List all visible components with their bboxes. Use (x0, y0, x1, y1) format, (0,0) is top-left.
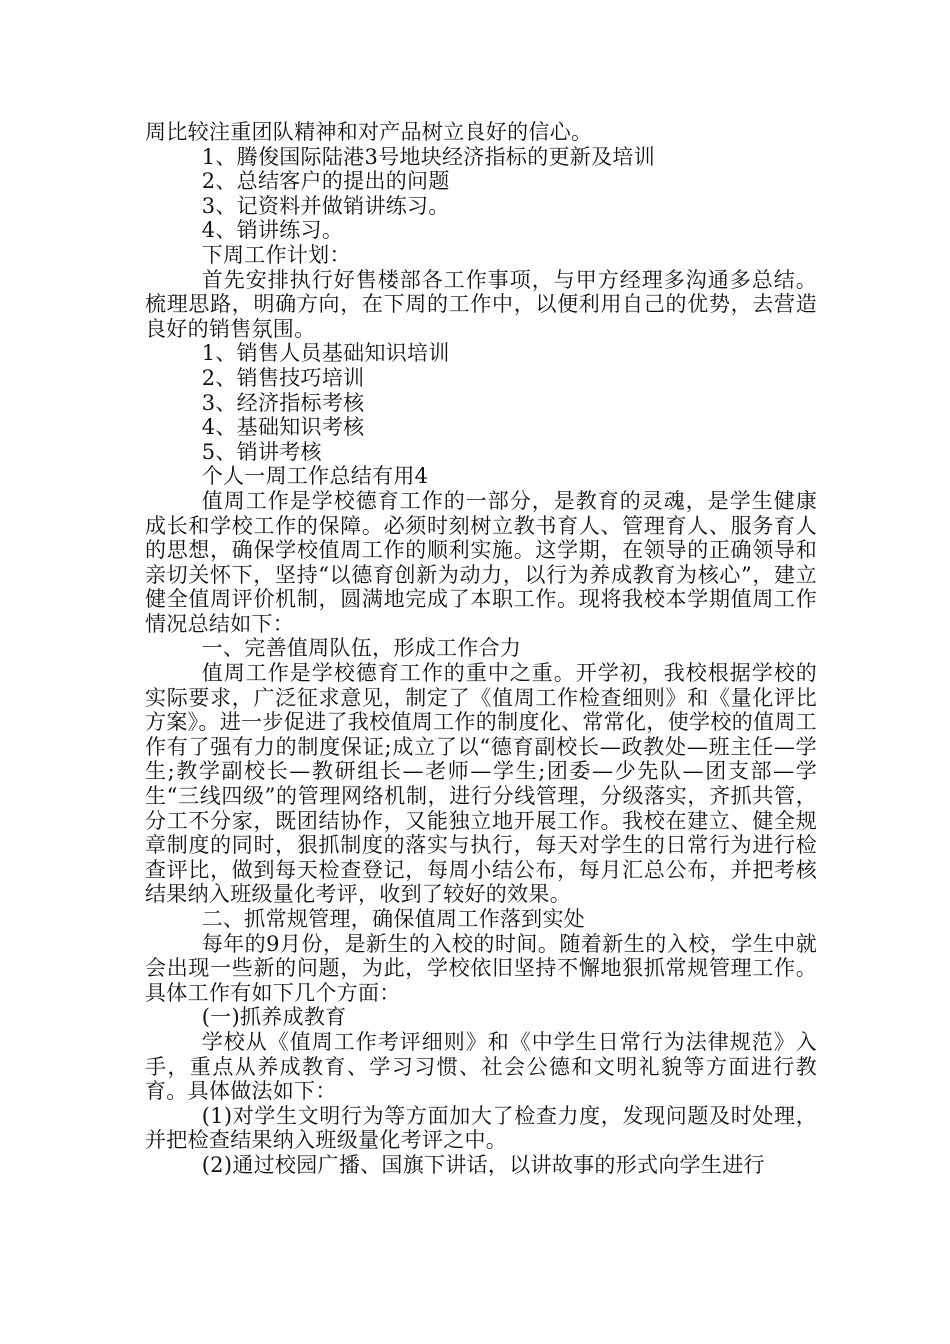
list-item: 1、销售人员基础知识培训 (201, 341, 450, 366)
list-item: 4、基础知识考核 (201, 415, 365, 440)
section-heading: 一、完善值周队伍，形成工作合力 (201, 636, 522, 661)
paragraph: 首先安排执行好售楼部各工作事项，与甲方经理多沟通多总结。梳理思路，明确方向，在下周的工作中，以便利用自己的优势，去营造良好的销售氛围。 (145, 267, 817, 341)
document-body (145, 120, 817, 1178)
article-title: 个人一周工作总结有用4 (201, 464, 429, 489)
list-item: 3、经济指标考核 (201, 390, 365, 415)
list-item: 4、销讲练习。 (201, 218, 344, 243)
paragraph: 值周工作是学校德育工作的一部分，是教育的灵魂，是学生健康成长和学校工作的保障。必须时刻树立教书育人、管理育人、服务育人的思想，确保学校值周工作的顺利实施。这学期，在领导的正确领导和亲切关怀下，坚持“以德育创新为动力，以行为养成教育为核心”，建立健全值周评价机制，圆满地完成了本职工作。现将我校本学期值周工作情况总结如下： (145, 488, 817, 636)
list-item: 3、记资料并做销讲练习。 (201, 193, 450, 218)
paragraph: 每年的9月份，是新生的入校的时间。随着新生的入校，学生中就会出现一些新的问题，为此，学校依旧坚持不懈地狠抓常规管理工作。具体工作有如下几个方面： (145, 931, 817, 1005)
list-item: (2)通过校园广播、国旗下讲话，以讲故事的形式向学生进行 (201, 1152, 765, 1177)
section-heading: 二、抓常规管理，确保值周工作落到实处 (201, 907, 586, 931)
paragraph: 周比较注重团队精神和对产品树立良好的信心。 (145, 120, 593, 144)
subsection-heading: (一)抓养成教育 (201, 1005, 347, 1030)
list-item: 5、销讲考核 (201, 439, 322, 464)
section-heading: 下周工作计划： (201, 242, 351, 267)
list-item: 2、总结客户的提出的问题 (201, 169, 450, 194)
list-item: 2、销售技巧培训 (201, 365, 365, 390)
list-item: (1)对学生文明行为等方面加大了检查力度，发现问题及时处理，并把检查结果纳入班级量化考评之中。 (145, 1103, 817, 1153)
paragraph: 值周工作是学校德育工作的重中之重。开学初，我校根据学校的实际要求，广泛征求意见，制定了《值周工作检查细则》和《量化评比方案》。进一步促进了我校值周工作的制度化、常常化，使学校的值周工作有了强有力的制度保证;成立了以“德育副校长—政教处—班主任—学生;教学副校长—教研组长—老师—学生;团委—少先队—团支部—学生“三线四级”的管理网络机制，进行分线管理，分级落实，齐抓共管，分工不分家，既团结协作，又能独立地开展工作。我校在建立、健全规章制度的同时，狠抓制度的落实与执行，每天对学生的日常行为进行检查评比，做到每天检查登记，每周小结公布，每月汇总公布，并把考核结果纳入班级量化考评，收到了较好的效果。 (145, 661, 817, 907)
paragraph: 学校从《值周工作考评细则》和《中学生日常行为法律规范》入手，重点从养成教育、学习习惯、社会公德和文明礼貌等方面进行教育。具体做法如下： (145, 1029, 817, 1104)
list-item: 1、腾俊国际陆港3号地块经济指标的更新及培训 (201, 144, 656, 169)
